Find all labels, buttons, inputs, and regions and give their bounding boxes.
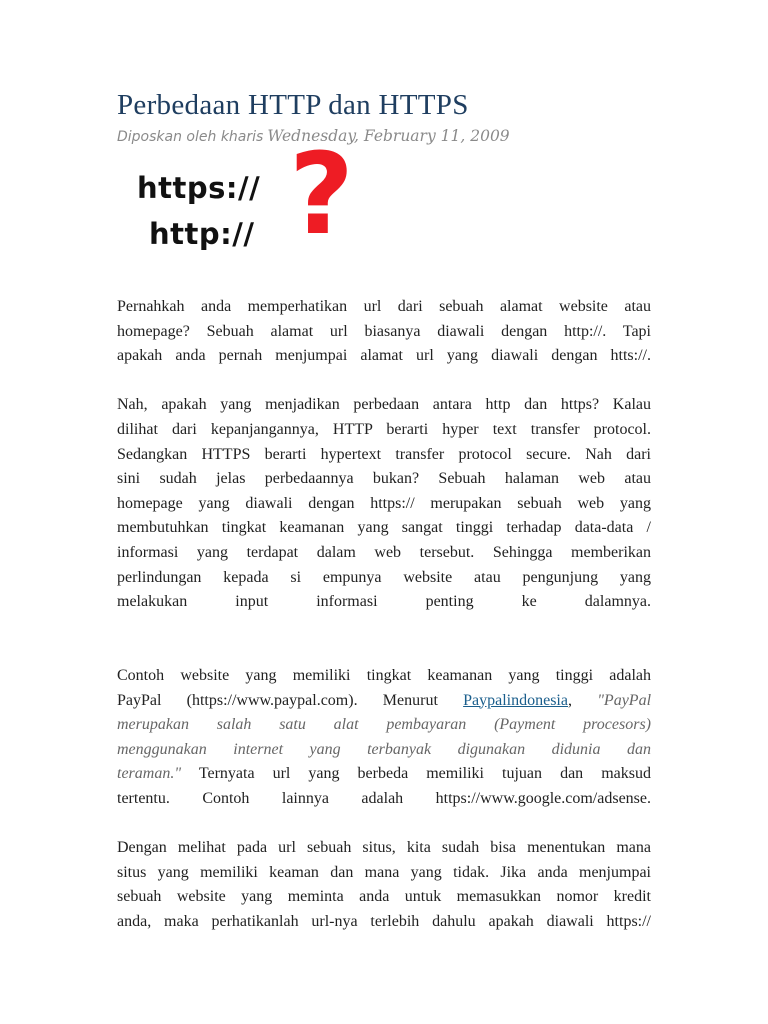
quote-text: teraman." — [117, 765, 182, 783]
question-mark-icon: ? — [289, 130, 354, 260]
blog-post — [117, 88, 651, 959]
post-body — [117, 295, 651, 934]
text-line: apakah anda pernah menjumpai alamat url yang diawali dengan htts://. — [117, 347, 651, 365]
quote-line: merupakan salah satu alat pembayaran (Payment procesors) — [117, 716, 651, 734]
text-line — [117, 689, 651, 714]
text-line: Dengan melihat pada url sebuah situs, kita sudah bisa menentukan mana — [117, 839, 651, 857]
text-line: Sedangkan HTTPS berarti hypertext transfer protocol secure. Nah dari — [117, 445, 651, 463]
post-title: Perbedaan HTTP dan HTTPS — [117, 89, 469, 121]
paragraph-3 — [117, 664, 651, 812]
text-line: melakukan input informasi penting ke dalamnya. — [117, 593, 651, 611]
paypalindonesia-link[interactable]: Paypalindonesia — [463, 691, 568, 709]
text-line: homepage yang diawali dengan https:// merupakan sebuah web yang — [117, 494, 651, 512]
text-line: anda, maka perhatikanlah url-nya terlebih dahulu apakah diawali https:// — [117, 912, 651, 930]
post-meta — [117, 123, 651, 149]
quote-text: "PayPal — [597, 691, 652, 709]
text-fragment: PayPal (https://www.paypal.com). Menurut — [117, 691, 438, 709]
paragraph-2 — [117, 393, 651, 614]
text-line: situs yang memiliki keaman dan mana yang tidak. Jika anda menjumpai — [117, 863, 651, 881]
paragraph-4 — [117, 836, 651, 934]
text-line: tertentu. Contoh lainnya adalah https://www.google.com/adsense. — [117, 789, 651, 807]
text-line: homepage? Sebuah alamat url biasanya diawali dengan http://. Tapi — [117, 322, 651, 340]
post-author: Diposkan oleh kharis — [117, 129, 264, 145]
text-line — [117, 762, 651, 787]
hero-http-text: http:// — [149, 217, 255, 251]
text-line: Pernahkah anda memperhatikan url dari sebuah alamat website atau — [117, 298, 651, 315]
text-line: sebuah website yang meminta anda untuk memasukkan nomor kredit — [117, 888, 651, 906]
text-fragment: Ternyata url yang berbeda memiliki tujuan dan maksud — [198, 765, 651, 783]
quote-line: menggunakan internet yang terbanyak digunakan didunia dan — [117, 740, 651, 758]
text-line: Nah, apakah yang menjadikan perbedaan antara http dan https? Kalau — [117, 396, 651, 414]
paragraph-1 — [117, 295, 651, 369]
text-line: informasi yang terdapat dalam web tersebut. Sehingga memberikan — [117, 543, 651, 561]
spacer — [117, 639, 651, 664]
hero-https-text: https:// — [137, 171, 261, 205]
text-line: perlindungan kepada si empunya website atau pengunjung yang — [117, 568, 651, 586]
post-date: Wednesday, February 11, 2009 — [267, 127, 510, 145]
text-line: Contoh website yang memiliki tingkat keamanan yang tinggi adalah — [117, 666, 651, 684]
text-line: sini sudah jelas perbedaannya bukan? Sebuah halaman web atau — [117, 470, 651, 488]
text-line: dilihat dari kepanjangannya, HTTP berarti hyper text transfer protocol. — [117, 420, 651, 438]
text-line: membutuhkan tingkat keamanan yang sangat tinggi terhadap data-data / — [117, 519, 651, 537]
text-fragment: , — [567, 691, 572, 709]
